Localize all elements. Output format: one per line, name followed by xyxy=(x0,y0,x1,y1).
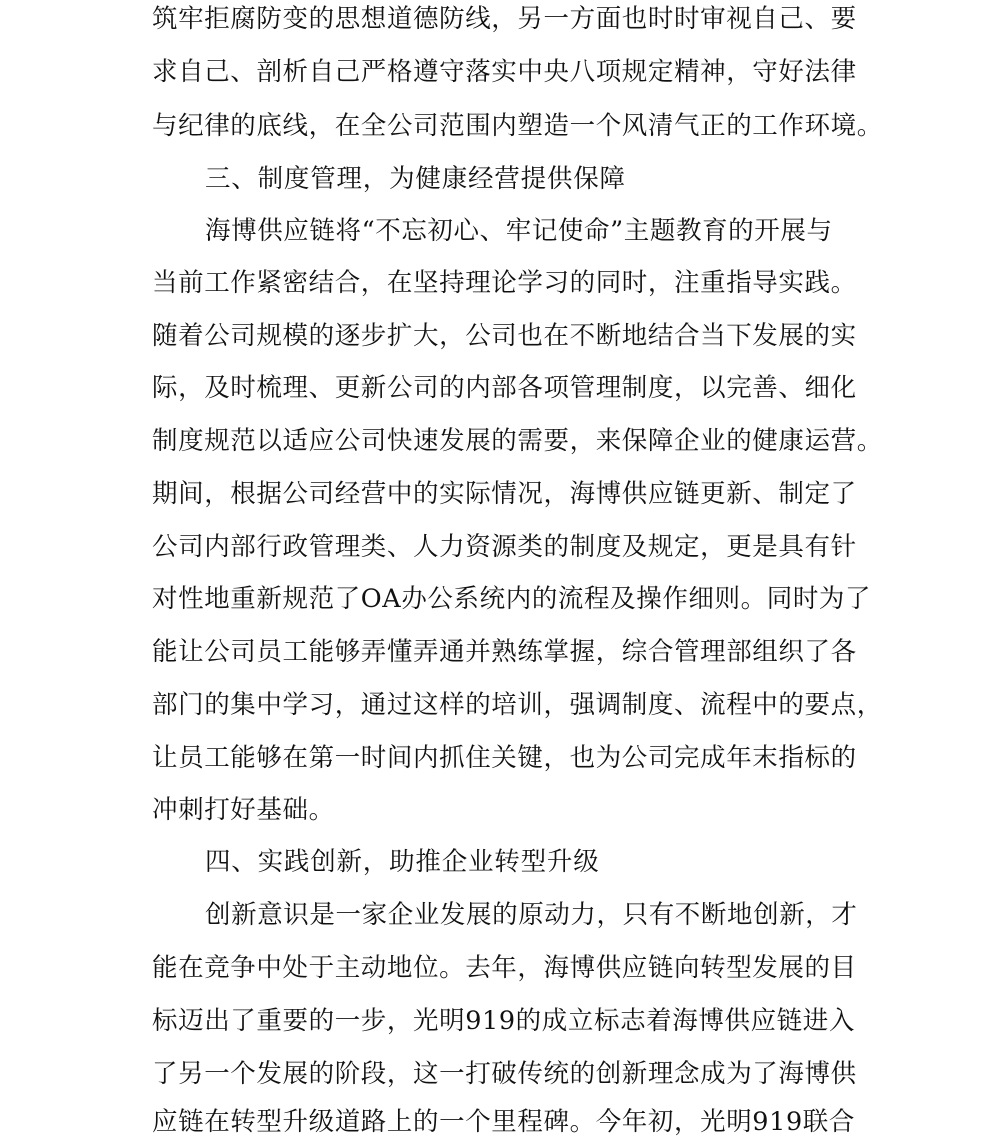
paragraph-line: 能让公司员工能够弄懂弄通并熟练掌握，综合管理部组织了各 xyxy=(152,637,857,667)
paragraph-line: 际，及时梳理、更新公司的内部各项管理制度，以完善、细化 xyxy=(152,373,857,403)
paragraph-line: 部门的集中学习，通过这样的培训，强调制度、流程中的要点， xyxy=(152,690,883,720)
paragraph-line: 对性地重新规范了OA办公系统内的流程及操作细则。同时为了 xyxy=(152,584,872,614)
paragraph-line: 标迈出了重要的一步，光明919的成立标志着海博供应链进入 xyxy=(152,1006,855,1036)
paragraph-line: 能在竞争中处于主动地位。去年，海博供应链向转型发展的目 xyxy=(152,953,857,983)
paragraph-line: 创新意识是一家企业发展的原动力，只有不断地创新，才 xyxy=(205,900,858,930)
paragraph-line: 求自己、剖析自己严格遵守落实中央八项规定精神，守好法律 xyxy=(152,57,857,87)
paragraph-line: 制度规范以适应公司快速发展的需要，来保障企业的健康运营。 xyxy=(152,426,883,456)
paragraph-line: 冲刺打好基础。 xyxy=(152,795,335,825)
paragraph-line: 了另一个发展的阶段，这一打破传统的创新理念成为了海博供 xyxy=(152,1059,857,1089)
paragraph-line: 与纪律的底线，在全公司范围内塑造一个风清气正的工作环境。 xyxy=(152,111,883,141)
paragraph-line: 筑牢拒腐防变的思想道德防线，另一方面也时时审视自己、要 xyxy=(152,4,857,34)
paragraph-line: 随着公司规模的逐步扩大，公司也在不断地结合当下发展的实 xyxy=(152,321,857,351)
paragraph-line: 海博供应链将“不忘初心、牢记使命”主题教育的开展与 xyxy=(205,216,833,246)
paragraph-line: 公司内部行政管理类、人力资源类的制度及规定，更是具有针 xyxy=(152,532,857,562)
section-heading: 四、实践创新，助推企业转型升级 xyxy=(205,847,600,877)
paragraph-line: 应链在转型升级道路上的一个里程碑。今年初，光明919联合 xyxy=(152,1107,855,1137)
paragraph-line: 期间，根据公司经营中的实际情况，海博供应链更新、制定了 xyxy=(152,479,857,509)
paragraph-line: 当前工作紧密结合，在坚持理论学习的同时，注重指导实践。 xyxy=(152,268,857,298)
section-heading: 三、制度管理，为健康经营提供保障 xyxy=(205,164,626,194)
paragraph-line: 让员工能够在第一时间内抓住关键，也为公司完成年末指标的 xyxy=(152,743,857,773)
